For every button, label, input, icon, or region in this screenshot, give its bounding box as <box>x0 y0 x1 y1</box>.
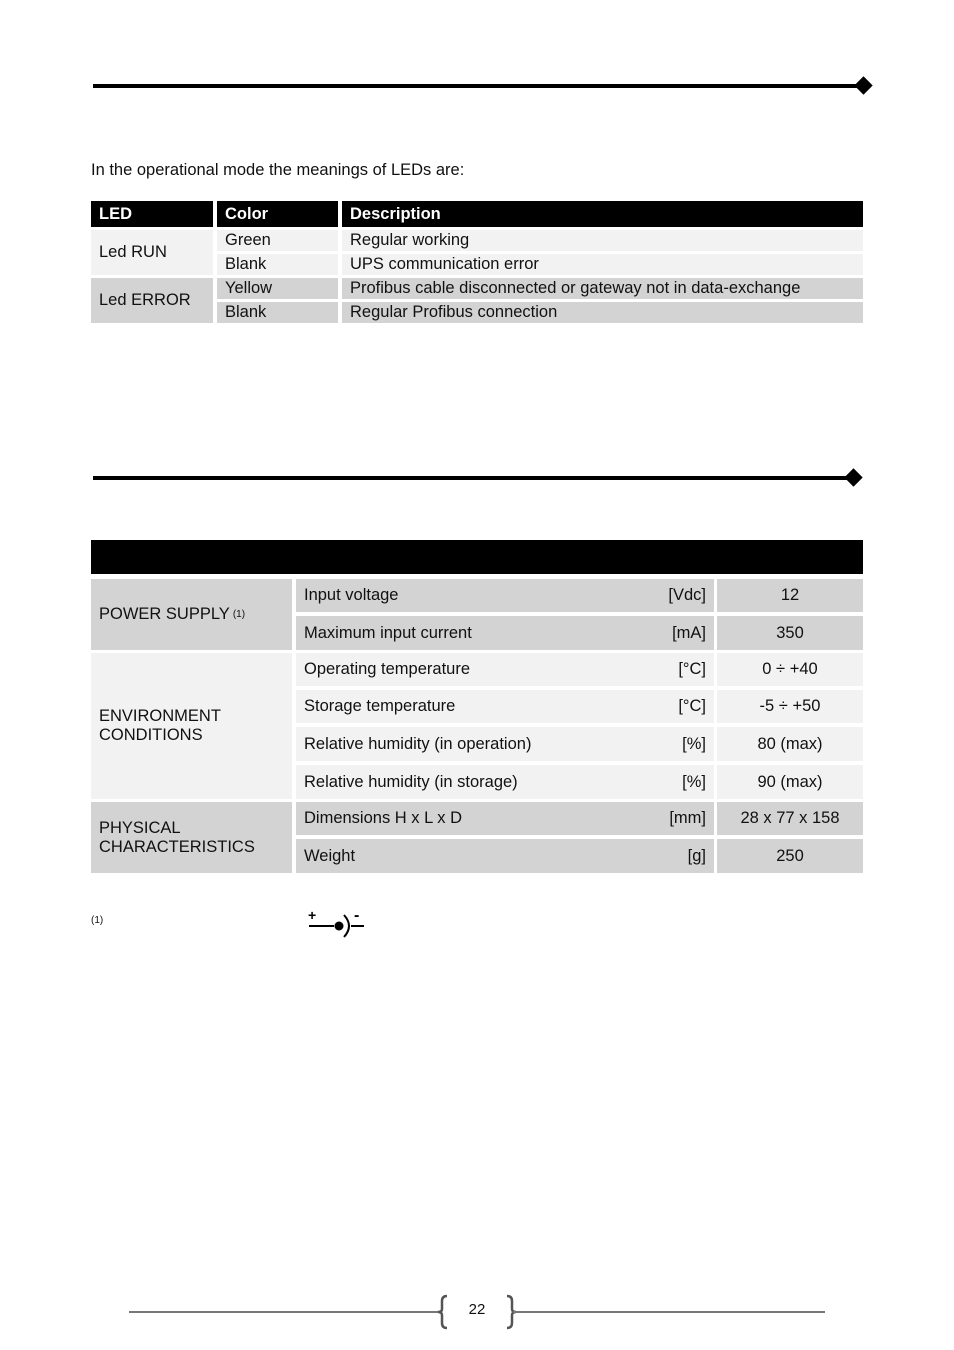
spec-value: 28 x 77 x 158 <box>717 802 863 835</box>
spec-value: -5 ÷ +50 <box>717 690 863 723</box>
led-header-color: Color <box>217 201 338 227</box>
spec-param: Input voltage <box>304 586 399 604</box>
spec-row <box>296 839 714 873</box>
led-header-led: LED <box>91 201 213 227</box>
spec-group-power-supply <box>91 579 292 650</box>
led-color: Yellow <box>217 278 338 299</box>
left-brace-icon <box>436 1294 450 1330</box>
spec-unit: [g] <box>687 846 706 865</box>
spec-value: 250 <box>717 839 863 873</box>
spec-group-environment: ENVIRONMENT CONDITIONS <box>91 653 292 799</box>
spec-row <box>296 765 714 799</box>
spec-value: 12 <box>717 579 863 612</box>
spec-param: Relative humidity (in storage) <box>304 772 518 791</box>
section-rule-top <box>93 84 863 88</box>
led-description: Regular Profibus connection <box>342 302 863 323</box>
led-description: Regular working <box>342 230 863 251</box>
spec-param: Maximum input current <box>304 623 472 642</box>
spec-unit: [%] <box>682 734 706 753</box>
spec-param: Operating temperature <box>304 660 471 678</box>
led-header-description: Description <box>342 201 863 227</box>
footer-line-left <box>129 1311 442 1313</box>
led-name-run: Led RUN <box>91 230 213 275</box>
spec-header-bar <box>91 540 863 574</box>
spec-unit: [mA] <box>672 623 706 642</box>
spec-value: 0 ÷ +40 <box>717 653 863 686</box>
led-name-error: Led ERROR <box>91 278 213 323</box>
spec-row <box>296 653 714 686</box>
dc-polarity-icon <box>306 908 368 942</box>
spec-row <box>296 690 714 723</box>
led-description: Profibus cable disconnected or gateway not in data-exchange <box>342 278 863 299</box>
spec-param: Relative humidity (in operation) <box>304 734 532 753</box>
section-rule-specs-diamond <box>844 468 862 486</box>
spec-group-physical: PHYSICAL CHARACTERISTICS <box>91 802 292 873</box>
led-color: Blank <box>217 302 338 323</box>
spec-unit: [°C] <box>678 660 706 678</box>
page-number: 22 <box>468 1301 486 1318</box>
spec-row <box>296 727 714 761</box>
spec-unit: [mm] <box>669 809 706 827</box>
spec-value: 90 (max) <box>717 765 863 799</box>
footer-line-right <box>513 1311 825 1313</box>
minus-sign: - <box>354 908 360 924</box>
intro-text: In the operational mode the meanings of LEDs are: <box>91 161 465 179</box>
spec-unit: [Vdc] <box>668 586 706 604</box>
plus-sign: + <box>308 908 317 923</box>
spec-group-label: POWER SUPPLY <box>99 605 230 623</box>
spec-param: Storage temperature <box>304 697 456 715</box>
footnote-marker: (1) <box>91 915 104 926</box>
spec-value: 350 <box>717 616 863 650</box>
spec-value: 80 (max) <box>717 727 863 761</box>
led-description: UPS communication error <box>342 254 863 275</box>
section-rule-specs <box>93 476 853 480</box>
spec-row <box>296 616 714 650</box>
spec-param: Weight <box>304 846 356 865</box>
spec-unit: [°C] <box>678 697 706 715</box>
spec-unit: [%] <box>682 772 706 791</box>
spec-row <box>296 802 714 835</box>
spec-row <box>296 579 714 612</box>
section-rule-top-diamond <box>854 76 872 94</box>
led-color: Green <box>217 230 338 251</box>
led-color: Blank <box>217 254 338 275</box>
spec-param: Dimensions H x L x D <box>304 809 463 827</box>
footnote-ref: (1) <box>232 609 246 620</box>
